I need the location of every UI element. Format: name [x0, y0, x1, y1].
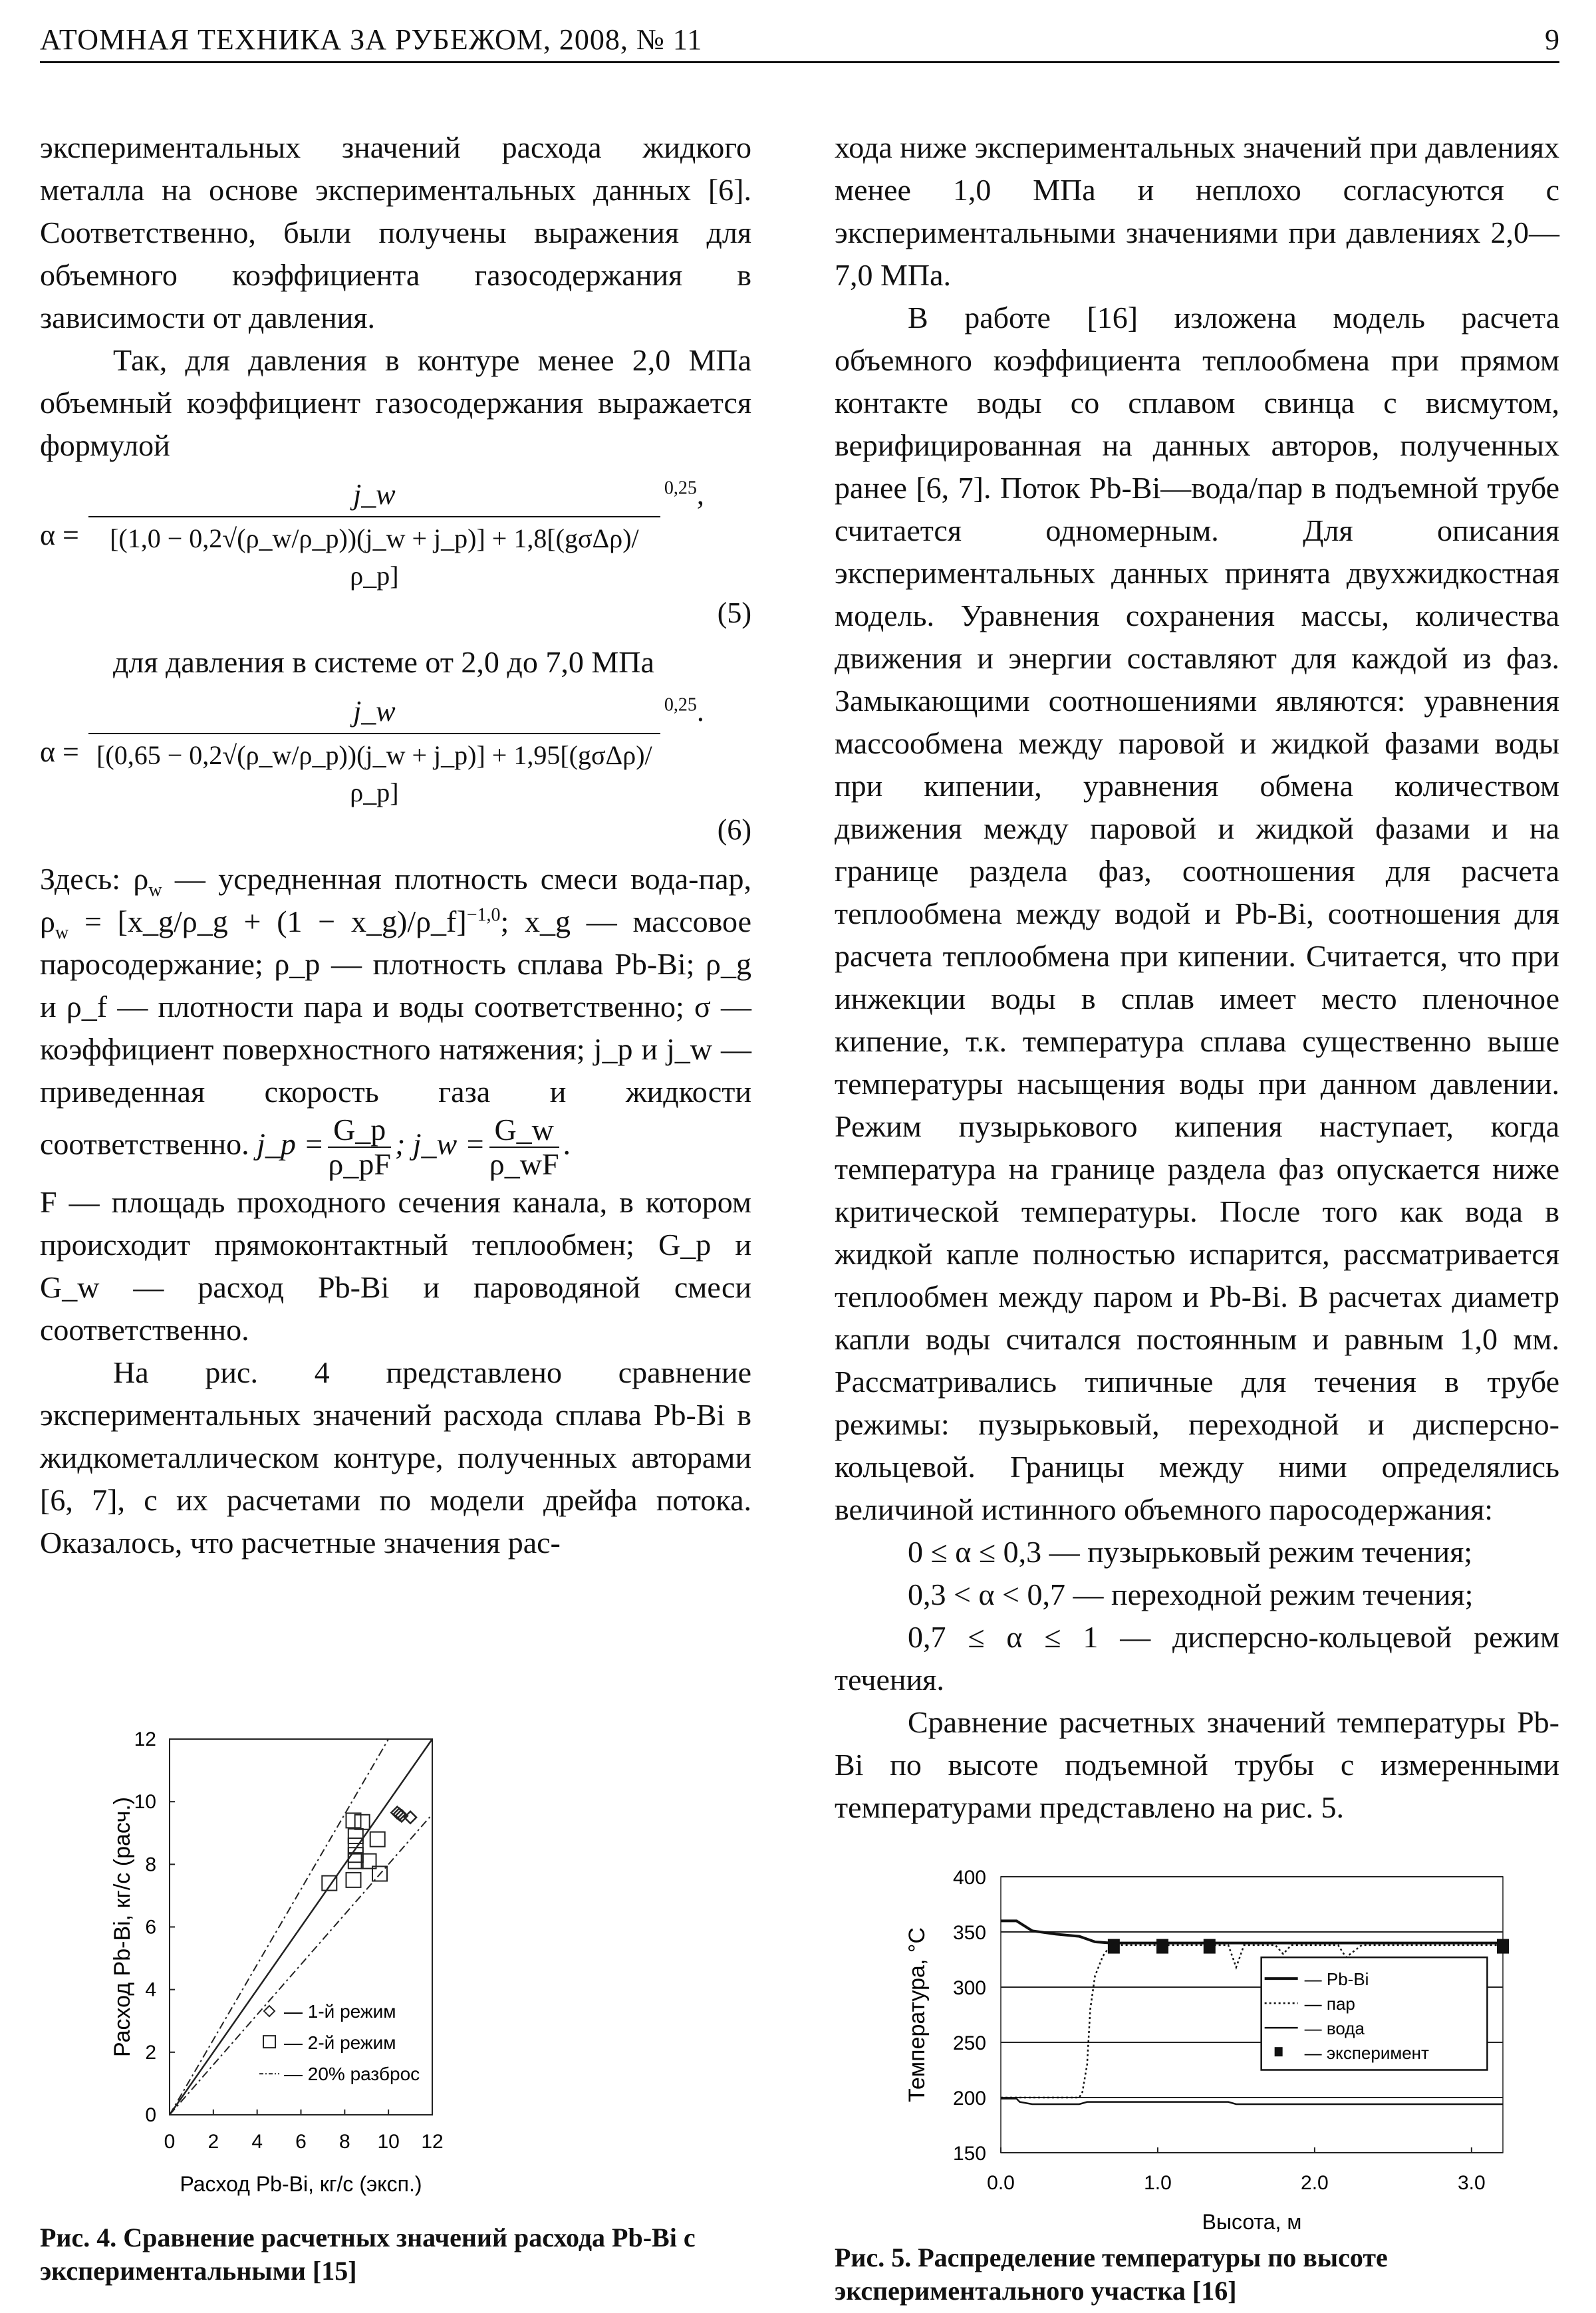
right-column	[835, 126, 1559, 2308]
formula-lhs: α =	[40, 736, 79, 768]
data-point-square	[370, 1832, 385, 1847]
x-tick-label: 6	[295, 2131, 307, 2153]
legend-square-icon	[263, 2036, 275, 2048]
paragraph: Сравнение расчетных значений температуры Pb-Bi по высоте подъемной трубы с измеренными температурами представлено на рис. 5.	[835, 1705, 1559, 1824]
data-point-experiment	[1497, 1939, 1509, 1954]
data-point-square	[346, 1873, 361, 1887]
regime-1: 0 ≤ α ≤ 0,3 — пузырьковый режим течения;	[908, 1535, 1473, 1569]
running-header	[40, 20, 1559, 63]
x-tick-label: 3.0	[1457, 2172, 1486, 2194]
x-tick-label: 8	[338, 2131, 350, 2153]
x-tick-label: 0.0	[987, 2172, 1015, 2194]
formula-denominator: [(1,0 − 0,2√(ρ_w/ρ_p))(j_w + j_p)] + 1,8[(gσΔρ)/ρ_p]	[110, 523, 639, 591]
figure-5	[835, 1829, 1559, 2308]
journal-title: АТОМНАЯ ТЕХНИКА ЗА РУБЕЖОМ, 2008, № 11	[40, 23, 703, 56]
x-tick-label: 4	[251, 2131, 263, 2153]
paragraph: Так, для давления в контуре менее 2,0 МПа объемный коэффициент газосодержания выражается формулой	[40, 343, 751, 462]
paragraph: для давления в системе от 2,0 до 7,0 МПа	[113, 645, 654, 679]
y-tick-label: 2	[145, 2041, 156, 2064]
formula-fraction	[88, 476, 660, 595]
identity-line	[170, 1739, 432, 2115]
formula-fraction	[88, 693, 660, 811]
formula-punct: ,	[696, 478, 704, 511]
x-tick-label: 10	[377, 2131, 400, 2153]
formula-numerator: j_w	[88, 693, 660, 734]
legend-label: — 2-й режим	[284, 2032, 396, 2054]
y-tick-label: 250	[952, 2032, 986, 2054]
x-tick-label: 12	[421, 2131, 444, 2153]
y-axis-label: Температура, °С	[904, 1927, 930, 2102]
formula-denominator: [(0,65 − 0,2√(ρ_w/ρ_p))(j_w + j_p)] + 1,95[(gσΔρ)/ρ_p]	[96, 740, 652, 807]
figure-4-caption: Рис. 4. Сравнение расчетных значений расхода Pb-Bi с экспериментальными [15]	[40, 2223, 696, 2286]
y-tick-label: 12	[134, 1728, 156, 1750]
y-tick-label: 150	[952, 2143, 986, 2165]
y-tick-label: 6	[145, 1916, 156, 1939]
x-tick-label: 2.0	[1301, 2172, 1329, 2194]
formula-6	[40, 693, 751, 849]
formula-lhs: α =	[40, 519, 79, 551]
legend-label: — 1-й режим	[284, 2001, 396, 2022]
paragraph: На рис. 4 представлено сравнение экспериментальных значений расхода сплава Pb-Bi в жидкометаллическом контуре, полученных авторами [6, 7], с их расчетами по модели дрейфа потока. Оказалось, что расчетные значения рас-	[40, 1355, 751, 1560]
x-tick-label: 2	[207, 2131, 219, 2153]
y-tick-label: 300	[952, 1977, 986, 1999]
x-tick-label: 1.0	[1144, 2172, 1172, 2194]
formula-exponent: 0,25	[664, 694, 697, 716]
data-point-experiment	[1204, 1939, 1216, 1954]
paragraph: хода ниже экспериментальных значений при давлениях менее 1,0 МПа и неплохо согласуются с экспериментальными значениями при давлениях 2,0—7,0 МПа.	[835, 130, 1559, 292]
x-tick-label: 0	[164, 2131, 176, 2153]
figure-4-chart	[100, 1722, 632, 2215]
y-tick-label: 10	[134, 1791, 156, 1814]
legend-label: — пар	[1304, 1994, 1355, 2014]
regime-3: 0,7 ≤ α ≤ 1 — дисперсно-кольцевой режим течения.	[835, 1620, 1559, 1697]
formula-5	[40, 476, 751, 632]
left-column	[40, 126, 751, 2288]
figure-4	[40, 1702, 751, 2288]
y-tick-label: 350	[952, 1922, 986, 1944]
scatter-line	[170, 1739, 388, 2115]
legend-label: — эксперимент	[1304, 2043, 1429, 2064]
figure-5-caption: Рис. 5. Распределение температуры по высоте экспериментального участка [16]	[835, 2243, 1388, 2306]
equation-number: (6)	[717, 813, 751, 846]
y-axis-label: Расход Pb-Bi, кг/с (расч.)	[110, 1797, 135, 2057]
paragraph: экспериментальных значений расхода жидкого металла на основе экспериментальных данных [6]. Соответственно, были получены выражения для объемного коэффициента газосодержания в зависимости от давления.	[40, 130, 751, 335]
series-line	[1001, 2099, 1503, 2104]
y-tick-label: 4	[145, 1978, 156, 2001]
data-point-experiment	[1156, 1939, 1168, 1954]
paragraph: F — площадь проходного сечения канала, в котором происходит прямоконтактный теплообмен; G_p и G_w — расход Pb-Bi и пароводяной смеси соответственно.	[40, 1185, 751, 1347]
y-tick-label: 8	[145, 1853, 156, 1876]
legend-label: — 20% разброс	[284, 2064, 420, 2085]
x-axis-label: Расход Pb-Bi, кг/с (эксп.)	[180, 2172, 422, 2196]
formula-punct: .	[696, 695, 704, 728]
data-point-experiment	[1108, 1939, 1120, 1954]
legend-label: — вода	[1304, 2018, 1365, 2039]
paragraph-definitions: Здесь: $\rho_w$ — усредненная плотность смеси вода-пар, $\rho_w$ = [x_g/ρ_g + (1 − x_g)/ρ_f]$^{-1,0}$; x_g — массовое паросодержание; ρ_p — плотность сплава Pb-Bi; ρ_g и ρ_f — плотности пара и воды соответственно; σ — коэффициент поверхностного натяжения; j_p и j_w — приведенная скорость газа и жидкости соответственно. j_p = $\frac{G\_p}{\rho\_pF}$ ; j_w = $\frac{G\_w}{\rho\_wF}$ .	[40, 862, 751, 1181]
y-tick-label: 400	[952, 1867, 986, 1889]
legend-square-icon	[1275, 2047, 1283, 2056]
paragraph: В работе [16] изложена модель расчета объемного коэффициента теплообмена при прямом контакте воды со сплавом свинца с висмутом, верифицированная на данных авторов, полученных ранее [6, 7]. Поток Pb-Bi—вода/пар в подъемной трубе считается одномерным. Для описания экспериментальных данных принята двухжидкостная модель. Уравнения сохранения массы, количества движения и энергии составляют для каждой из фаз. Замыкающими соотношениями являются: уравнения массообмена между паровой и жидкой фазами воды при кипении, уравнения обмена количеством движения между паровой и жидкой фазами и на границе раздела фаз, соотношения для расчета теплообмена между водой и Pb-Bi, соотношения для расчета теплообмена при кипении. Считается, что при инжекции воды в сплав имеет место пленочное кипение, т.к. температура сплава существенно выше температуры насыщения воды при данном давлении. Режим пузырькового кипения наступает, когда температура на границе раздела фаз опускается ниже критической температуры. После того как вода в жидкой капле полностью испарится, рассматривается теплообмен между паром и Pb-Bi. В расчетах диаметр капли воды считался постоянным и равным 1,0 мм. Рассматривались типичные для течения в трубе режимы: пузырьковый, переходной и дисперсно-кольцевой. Границы между ними определялись величиной истинного объемного паросодержания:	[835, 301, 1559, 1526]
legend-diamond-icon	[264, 2006, 275, 2016]
page-number: 9	[1545, 23, 1559, 56]
formula-exponent: 0,25	[664, 477, 697, 499]
legend-label: — Pb-Bi	[1304, 1969, 1369, 1990]
formula-numerator: j_w	[88, 476, 660, 517]
figure-5-chart	[884, 1849, 1549, 2235]
equation-number: (5)	[717, 597, 751, 629]
regime-2: 0,3 < α < 0,7 — переходной режим течения;	[908, 1577, 1474, 1611]
y-tick-label: 0	[145, 2104, 156, 2126]
x-axis-label: Высота, м	[1202, 2210, 1302, 2234]
y-tick-label: 200	[952, 2088, 986, 2109]
